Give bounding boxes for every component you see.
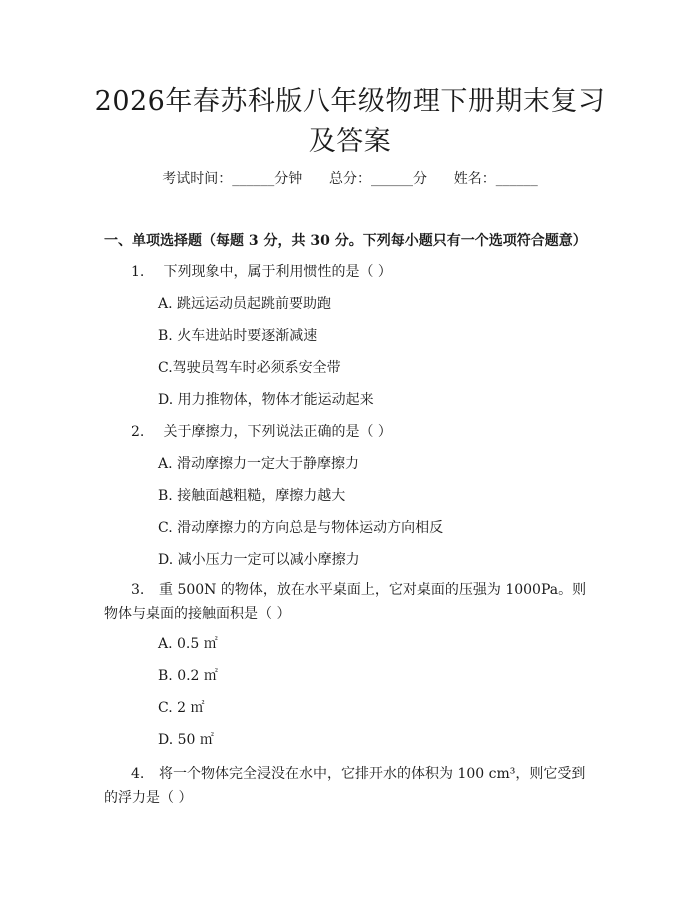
question-text: 重 500N 的物体，放在水平桌面上，它对桌面的压强为 1000Pa。则物体与桌面的接触面积是（ ） (104, 582, 587, 622)
question-1 (131, 262, 392, 282)
section-heading: 一、单项选择题（每题 3 分，共 30 分。下列每小题只有一个选项符合题意） (104, 233, 587, 249)
option-b: B. 接触面越粗糙，摩擦力越大 (158, 488, 346, 504)
option-d: D. 用力推物体，物体才能运动起来 (158, 392, 374, 408)
option-c: C.驾驶员驾车时必须系安全带 (158, 360, 341, 376)
option-b: B. 0.2 ㎡ (158, 668, 218, 684)
option-d: D. 减小压力一定可以减小摩擦力 (158, 552, 360, 568)
question-text: 下列现象中，属于利用惯性的是（ ） (163, 264, 392, 280)
question-text: 将一个物体完全浸没在水中，它排开水的体积为 100 cm³，则它受到的浮力是（ ） (104, 766, 586, 806)
document-title: 2026年春苏科版八年级物理下册期末复习及答案 (94, 86, 606, 157)
question-number: 3. (131, 582, 145, 598)
question-number: 4. (131, 766, 145, 782)
option-b: B. 火车进站时要逐渐减速 (158, 328, 318, 344)
option-c: C. 2 ㎡ (158, 700, 205, 716)
option-c: C. 滑动摩擦力的方向总是与物体运动方向相反 (158, 520, 444, 536)
question-2 (131, 422, 392, 442)
option-a: A. 0.5 ㎡ (158, 636, 218, 652)
option-a: A. 跳远运动员起跳前要助跑 (158, 296, 332, 312)
exam-meta-line: 考试时间：______分钟 总分：______分 姓名：______ (162, 171, 538, 187)
option-a: A. 滑动摩擦力一定大于静摩擦力 (158, 456, 360, 472)
option-d: D. 50 ㎡ (158, 732, 214, 748)
question-3 (104, 578, 599, 626)
question-text: 关于摩擦力，下列说法正确的是（ ） (163, 424, 392, 440)
question-number: 2. (131, 424, 145, 440)
question-4 (104, 762, 599, 810)
question-number: 1. (131, 264, 145, 280)
